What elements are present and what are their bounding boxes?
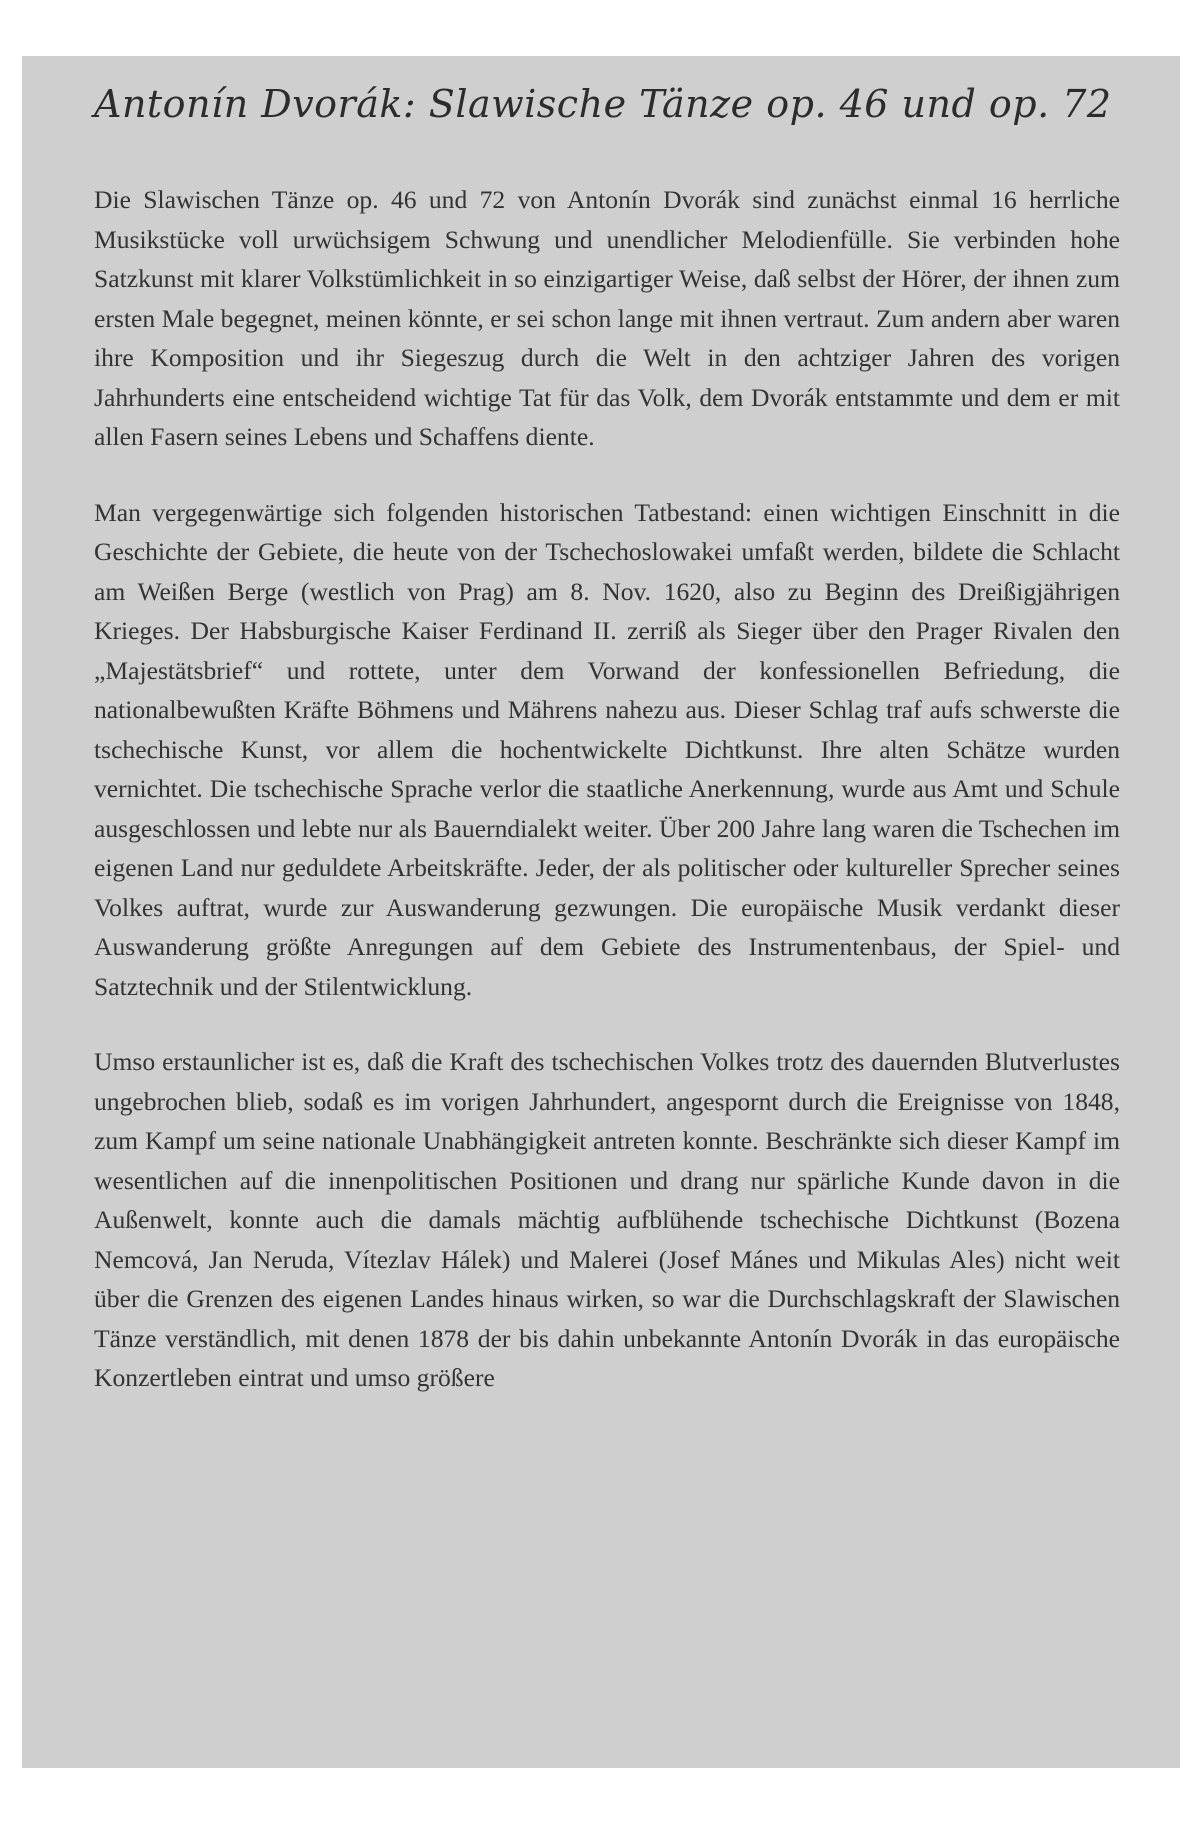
page-title: Antonín Dvorák: Slawische Tänze op. 46 und op. 72	[94, 82, 1112, 126]
document-page	[22, 56, 1180, 1768]
paragraph-1: Die Slawischen Tänze op. 46 und 72 von Antonín Dvorák sind zunächst einmal 16 herrliche Musikstücke voll urwüchsigem Schwung und unendlicher Melodienfülle. Sie verbinden hohe Satzkunst mit klarer Volkstümlichkeit in so einzigartiger Weise, daß selbst der Hörer, der ihnen zum ersten Male begegnet, meinen könnte, er sei schon lange mit ihnen vertraut. Zum andern aber waren ihre Komposition und ihr Siegeszug durch die Welt in den achtziger Jahren des vorigen Jahrhunderts eine entscheidend wichtige Tat für das Volk, dem Dvorák entstammte und dem er mit allen Fasern seines Lebens und Schaffens diente.	[94, 185, 1120, 451]
paragraph-3: Umso erstaunlicher ist es, daß die Kraft des tschechischen Volkes trotz des dauernden Blutverlustes ungebrochen blieb, sodaß es im vorigen Jahrhundert, angespornt durch die Ereignisse von 1848, zum Kampf um seine nationale Unabhängigkeit antreten konnte. Beschränkte sich dieser Kampf im wesentlichen auf die innenpolitischen Positionen und drang nur spärliche Kunde davon in die Außenwelt, konnte auch die damals mächtig aufblühende tschechische Dichtkunst (Bozena Nemcová, Jan Neruda, Vítezlav Hálek) und Malerei (Josef Mánes und Mikulas Ales) nicht weit über die Grenzen des eigenen Landes hinaus wirken, so war die Durchschlagskraft der Slawischen Tänze verständlich, mit denen 1878 der bis dahin unbekannte Antonín Dvorák in das europäische Konzertleben eintrat und umso größere	[94, 1047, 1120, 1392]
paragraph-2: Man vergegenwärtige sich folgenden historischen Tatbestand: einen wichtigen Einschnitt in die Geschichte der Gebiete, die heute von der Tschechoslowakei umfaßt werden, bildete die Schlacht am Weißen Berge (westlich von Prag) am 8. Nov. 1620, also zu Beginn des Dreißigjährigen Krieges. Der Habsburgische Kaiser Ferdinand II. zerriß als Sieger über den Prager Rivalen den „Majestätsbrief“ und rottete, unter dem Vorwand der konfessionellen Befriedung, die nationalbewußten Kräfte Böhmens und Mährens nahezu aus. Dieser Schlag traf aufs schwerste die tschechische Kunst, vor allem die hochentwickelte Dichtkunst. Ihre alten Schätze wurden vernichtet. Die tschechische Sprache verlor die staatliche Anerkennung, wurde aus Amt und Schule ausgeschlossen und lebte nur als Bauerndialekt weiter. Über 200 Jahre lang waren die Tschechen im eigenen Land nur geduldete Arbeitskräfte. Jeder, der als politischer oder kultureller Sprecher seines Volkes auftrat, wurde zur Auswanderung gezwungen. Die europäische Musik verdankt dieser Auswanderung größte Anregungen auf dem Gebiete des Instrumentenbaus, der Spiel- und Satztechnik und der Stilentwicklung.	[94, 497, 1120, 1001]
